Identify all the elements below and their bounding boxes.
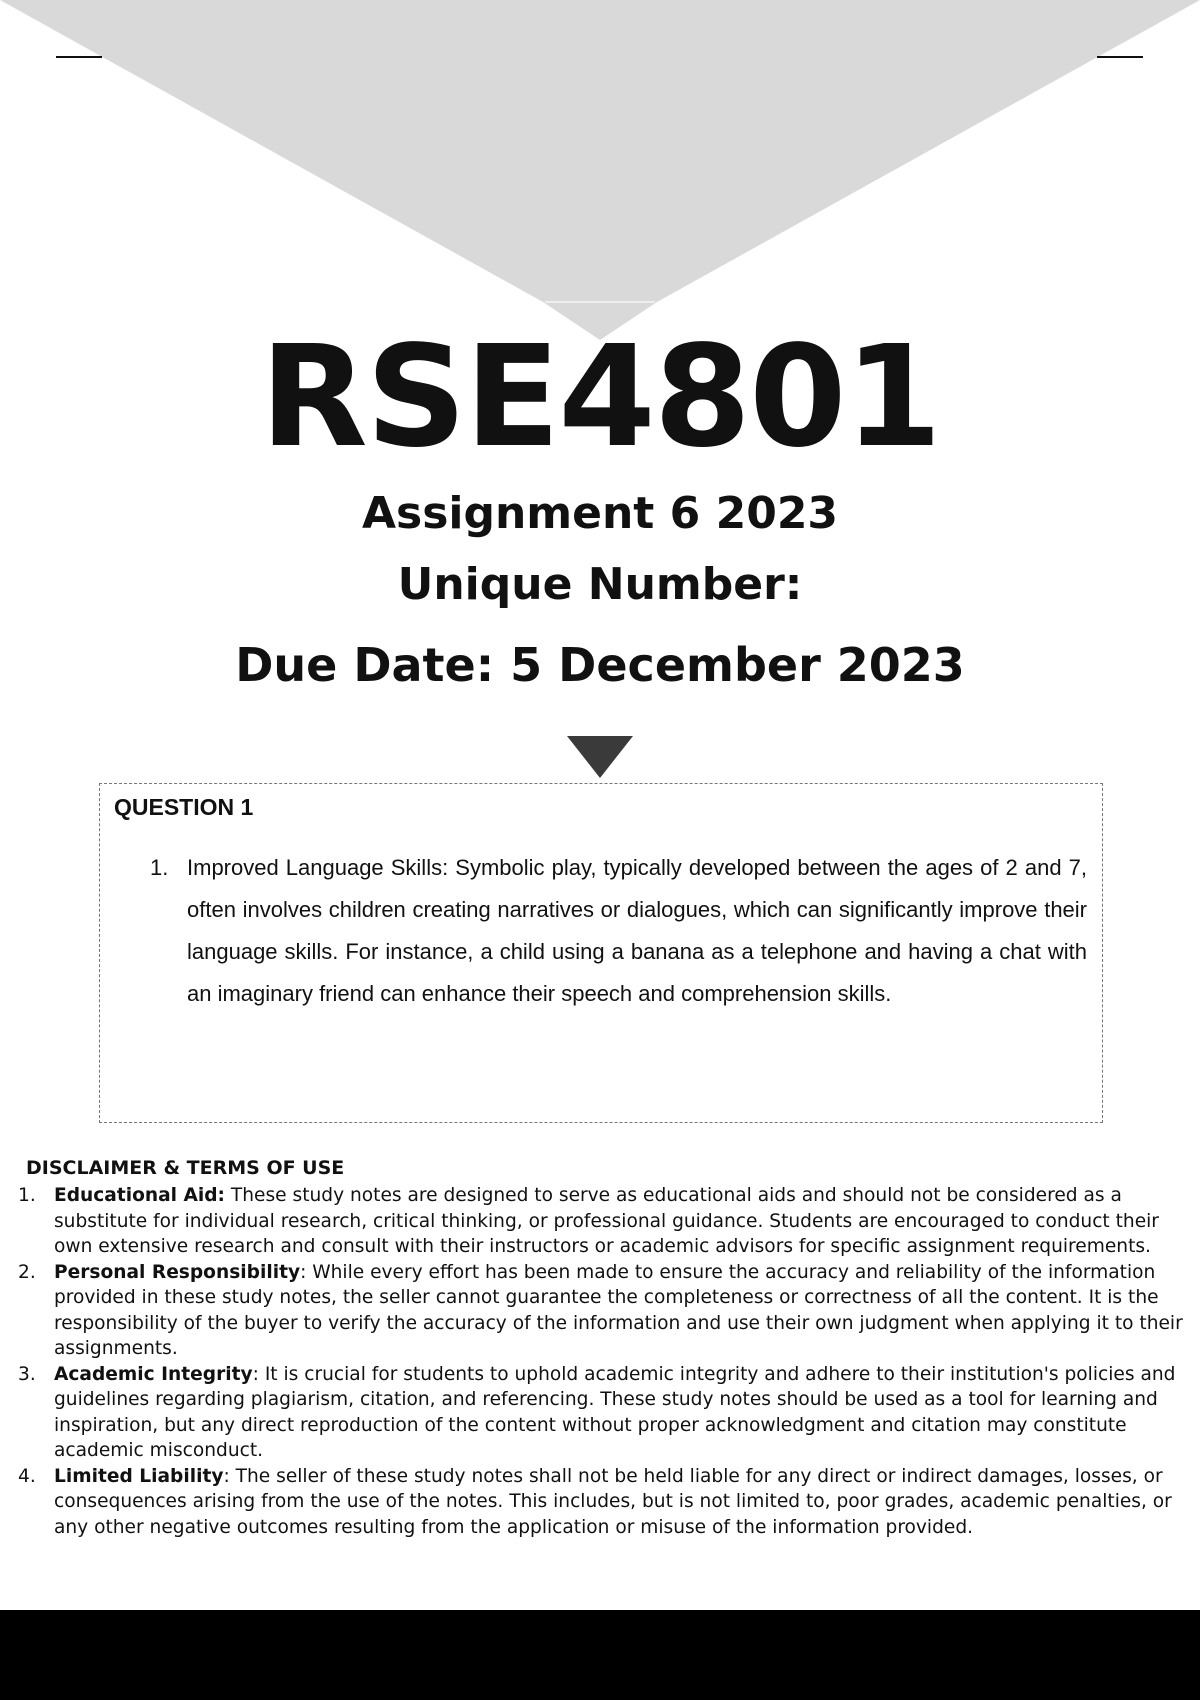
- disclaimer-item-number: 4.: [18, 1465, 36, 1487]
- course-code-title: RSE4801: [260, 316, 940, 479]
- due-date-label: Due Date: 5 December 2023: [235, 638, 965, 692]
- disclaimer-item-term: Personal Responsibility: [54, 1261, 301, 1283]
- disclaimer-item-term: Limited Liability: [54, 1465, 224, 1487]
- question-item-number: 1.: [150, 855, 169, 880]
- unique-number-label: Unique Number:: [397, 559, 803, 610]
- disclaimer-item-text: : It is crucial for students to uphold academic integrity and adhere to their institution's policies and guidelines regarding plagiarism, citation, and referencing. These study notes should be used as a tool for learning and inspiration, but any direct reproduction of the content without proper acknowledgment and citation may constitute academic misconduct.: [54, 1363, 1176, 1461]
- disclaimer-item-text: : While every effort has been made to ensure the accuracy and reliability of the information provided in these study notes, the seller cannot guarantee the completeness or correctness of all the content. It is the responsibility of the buyer to verify the accuracy of the information and use their own judgment when applying it to their assignments.: [54, 1261, 1183, 1359]
- disclaimer-item-text: : The seller of these study notes shall not be held liable for any direct or indirect damages, losses, or consequences arising from the use of the notes. This includes, but is not limited to, poor grades, academic penalties, or any other negative outcomes resulting from the application or misuse of the information provided.: [54, 1465, 1172, 1538]
- disclaimer-item-personal-responsibility: [18, 1260, 1190, 1362]
- assignment-title: Assignment 6 2023: [361, 488, 839, 539]
- disclaimer-list: [18, 1183, 1190, 1540]
- disclaimer-item-academic-integrity: [18, 1362, 1190, 1464]
- disclaimer-item-number: 1.: [18, 1185, 36, 1206]
- disclaimer-item-limited-liability: [18, 1464, 1190, 1541]
- question-item-text: Improved Language Skills: Symbolic play, typically developed between the ages of 2 and 7, often involves children creating narratives or dialogues, which can significantly improve their language skills. For instance, a child using a banana as a telephone and having a chat with an imaginary friend can enhance their speech and comprehension skills.: [187, 855, 1087, 1006]
- disclaimer-item-educational-aid: [18, 1183, 1190, 1260]
- disclaimer-heading: DISCLAIMER & TERMS OF USE: [26, 1157, 345, 1179]
- question-heading: QUESTION 1: [114, 794, 254, 820]
- corner-rule-right: [1097, 56, 1143, 58]
- disclaimer-item-number: 3.: [18, 1363, 36, 1385]
- disclaimer-item-text: These study notes are designed to serve as educational aids and should not be considered as a substitute for individual research, critical thinking, or professional guidance. Students are encouraged to conduct their own extensive research and consult with their instructors or academic advisors for specific assignment requirements.: [54, 1185, 1159, 1257]
- banner-chevron-shape: [0, 0, 1200, 340]
- disclaimer-item-term: Educational Aid:: [54, 1185, 225, 1206]
- down-pointer-icon: [567, 736, 633, 778]
- disclaimer-item-number: 2.: [18, 1261, 36, 1283]
- disclaimer-item-term: Academic Integrity: [54, 1363, 253, 1385]
- corner-rule-left: [56, 56, 102, 58]
- footer-bar: [0, 1610, 1200, 1700]
